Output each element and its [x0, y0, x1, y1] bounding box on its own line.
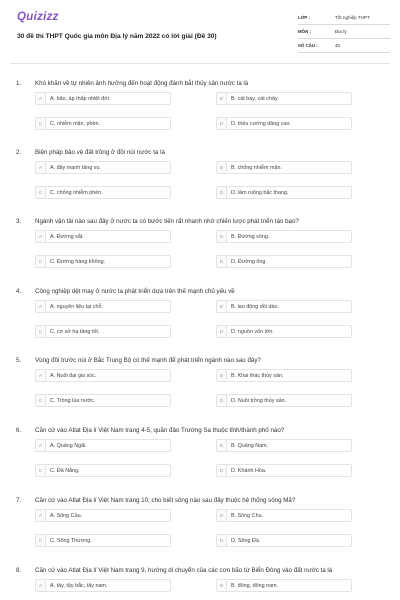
- question-number: 7.: [16, 497, 22, 504]
- option-c[interactable]: [35, 325, 171, 338]
- question-4: [0, 288, 400, 352]
- option-text: C. nhiễm mặn, phèn.: [50, 120, 101, 127]
- option-a[interactable]: [35, 161, 171, 174]
- option-letter: A: [36, 162, 46, 173]
- option-b[interactable]: [216, 92, 352, 105]
- option-letter: B: [217, 510, 227, 521]
- option-letter: C: [36, 535, 46, 546]
- option-letter: D: [217, 118, 227, 129]
- question-6: [0, 427, 400, 491]
- question-number: 1.: [16, 80, 22, 87]
- option-c[interactable]: [35, 117, 171, 130]
- option-c[interactable]: [35, 534, 171, 547]
- option-letter: C: [36, 395, 46, 406]
- option-b[interactable]: [216, 579, 352, 592]
- option-text: A. Đường sắt.: [50, 233, 84, 240]
- worksheet-title: 30 đề thi THPT Quốc gia môn Địa lý năm 2022 có lời giải (Đề 30): [17, 33, 217, 40]
- question-text: Công nghiệp dệt may ở nước ta phát triển dựa trên thế mạnh chủ yếu về: [35, 288, 235, 295]
- question-7: [0, 497, 400, 561]
- question-number: 3.: [16, 218, 22, 225]
- meta-label: LỚP :: [298, 15, 310, 20]
- option-a[interactable]: [35, 509, 171, 522]
- option-text: B. Sông Chu.: [231, 512, 264, 519]
- question-text: Căn cứ vào Atlat Địa lí Việt Nam trang 10, cho biết sông nào sau đây thuộc hệ thống sông Mã?: [35, 497, 296, 504]
- meta-row-question-count: [298, 39, 390, 53]
- option-text: D. triều cường dâng cao.: [231, 120, 291, 127]
- meta-label: MÔN :: [298, 29, 311, 34]
- option-b[interactable]: [216, 300, 352, 313]
- question-8: [0, 567, 400, 600]
- question-number: 4.: [16, 288, 22, 295]
- quizizz-logo[interactable]: Quizizz: [17, 11, 59, 23]
- option-b[interactable]: [216, 509, 352, 522]
- option-text: A. đẩy mạnh tăng vụ.: [50, 164, 101, 171]
- option-text: D. Khánh Hòa.: [231, 467, 267, 474]
- option-a[interactable]: [35, 579, 171, 592]
- option-text: B. Đường sông.: [231, 233, 270, 240]
- option-b[interactable]: [216, 439, 352, 452]
- option-letter: D: [217, 535, 227, 546]
- option-letter: A: [36, 510, 46, 521]
- question-text: Biện pháp bảo vệ đất trồng ở đồi núi nước ta là: [35, 149, 165, 156]
- option-letter: D: [217, 187, 227, 198]
- worksheet-header: [0, 0, 400, 64]
- option-text: A. Nuôi đại gia súc.: [50, 372, 97, 379]
- option-b[interactable]: [216, 161, 352, 174]
- option-a[interactable]: [35, 369, 171, 382]
- option-text: B. Quảng Nam.: [231, 442, 269, 449]
- option-letter: C: [36, 465, 46, 476]
- option-a[interactable]: [35, 230, 171, 243]
- option-letter: B: [217, 162, 227, 173]
- option-letter: D: [217, 395, 227, 406]
- option-c[interactable]: [35, 394, 171, 407]
- meta-row-subject: [298, 25, 390, 39]
- option-text: C. Đà Nẵng.: [50, 467, 80, 474]
- option-text: B. chống nhiễm mặn.: [231, 164, 282, 171]
- question-1: [0, 80, 400, 144]
- option-d[interactable]: [216, 394, 352, 407]
- option-d[interactable]: [216, 325, 352, 338]
- option-text: D. nguồn vốn lớn.: [231, 328, 274, 335]
- option-text: A. Sông Cầu.: [50, 512, 83, 519]
- meta-value: Tốt nghiệp THPT: [335, 15, 370, 20]
- option-c[interactable]: [35, 255, 171, 268]
- option-b[interactable]: [216, 369, 352, 382]
- option-letter: A: [36, 231, 46, 242]
- option-a[interactable]: [35, 300, 171, 313]
- option-letter: B: [217, 231, 227, 242]
- meta-value: Địa lý: [335, 29, 347, 34]
- option-letter: B: [217, 93, 227, 104]
- question-5: [0, 357, 400, 421]
- option-letter: A: [36, 93, 46, 104]
- option-d[interactable]: [216, 534, 352, 547]
- option-text: C. Trồng lúa nước.: [50, 397, 96, 404]
- option-text: D. làm ruộng bậc thang.: [231, 189, 289, 196]
- option-letter: B: [217, 440, 227, 451]
- option-letter: C: [36, 256, 46, 267]
- header-divider: [10, 63, 390, 64]
- question-number: 8.: [16, 567, 22, 574]
- option-text: B. cát bay, cát chảy.: [231, 95, 279, 102]
- worksheet-meta-table: [298, 11, 390, 53]
- meta-label: SỐ CÂU :: [298, 43, 318, 48]
- option-text: A. tây, tây bắc, tây nam.: [50, 582, 108, 589]
- option-c[interactable]: [35, 186, 171, 199]
- option-text: D. Sông Đà.: [231, 537, 261, 544]
- option-letter: C: [36, 326, 46, 337]
- option-d[interactable]: [216, 186, 352, 199]
- option-text: B. đông, đông nam.: [231, 582, 279, 589]
- option-a[interactable]: [35, 439, 171, 452]
- option-text: D. Đường ống.: [231, 258, 267, 265]
- option-a[interactable]: [35, 92, 171, 105]
- option-letter: B: [217, 370, 227, 381]
- option-text: B. Khai thác thủy sản.: [231, 372, 284, 379]
- option-text: C. cơ sở hạ tầng tốt.: [50, 328, 100, 335]
- question-number: 6.: [16, 427, 22, 434]
- option-letter: C: [36, 118, 46, 129]
- option-text: C. Đường hàng không.: [50, 258, 106, 265]
- option-text: B. lao động dồi dào.: [231, 303, 279, 310]
- option-d[interactable]: [216, 255, 352, 268]
- option-letter: A: [36, 580, 46, 591]
- option-text: C. Sông Thương.: [50, 537, 92, 544]
- question-text: Căn cứ vào Atlat Địa lí Việt Nam trang 4-5, quần đảo Trường Sa thuộc tỉnh/thành phố nào?: [35, 427, 285, 434]
- question-text: Căn cứ vào Atlat Địa lí Việt Nam trang 9, hướng di chuyển của các cơn bão từ Biển Đông vào đất nước ta là: [35, 567, 333, 574]
- option-text: D. Nuôi trồng thủy sản.: [231, 397, 287, 404]
- option-d[interactable]: [216, 464, 352, 477]
- option-b[interactable]: [216, 230, 352, 243]
- option-text: A. Quảng Ngãi.: [50, 442, 87, 449]
- option-d[interactable]: [216, 117, 352, 130]
- question-3: [0, 218, 400, 282]
- option-c[interactable]: [35, 464, 171, 477]
- question-number: 2.: [16, 149, 22, 156]
- option-letter: B: [217, 580, 227, 591]
- question-text: Vùng đồi trước núi ở Bắc Trung Bộ có thế mạnh để phát triển ngành nào sau đây?: [35, 357, 261, 364]
- option-text: C. chống nhiễm phèn.: [50, 189, 103, 196]
- option-letter: D: [217, 256, 227, 267]
- option-letter: A: [36, 301, 46, 312]
- meta-row-class: [298, 11, 390, 25]
- option-text: A. nguyên liệu tại chỗ.: [50, 303, 104, 310]
- option-letter: D: [217, 465, 227, 476]
- option-letter: C: [36, 187, 46, 198]
- meta-value: 40: [335, 43, 341, 48]
- option-letter: B: [217, 301, 227, 312]
- question-2: [0, 149, 400, 213]
- question-text: Ngành vận tải nào sau đây ở nước ta có bước tiến rất nhanh nhờ chiến lược phát triển táo bạo?: [35, 218, 299, 225]
- option-text: A. bão, áp thấp nhiệt đới.: [50, 95, 111, 102]
- option-letter: A: [36, 440, 46, 451]
- question-text: Khó khăn về tự nhiên ảnh hưởng đến hoạt động đánh bắt thủy sản nước ta là: [35, 80, 249, 87]
- question-number: 5.: [16, 357, 22, 364]
- option-letter: D: [217, 326, 227, 337]
- option-letter: A: [36, 370, 46, 381]
